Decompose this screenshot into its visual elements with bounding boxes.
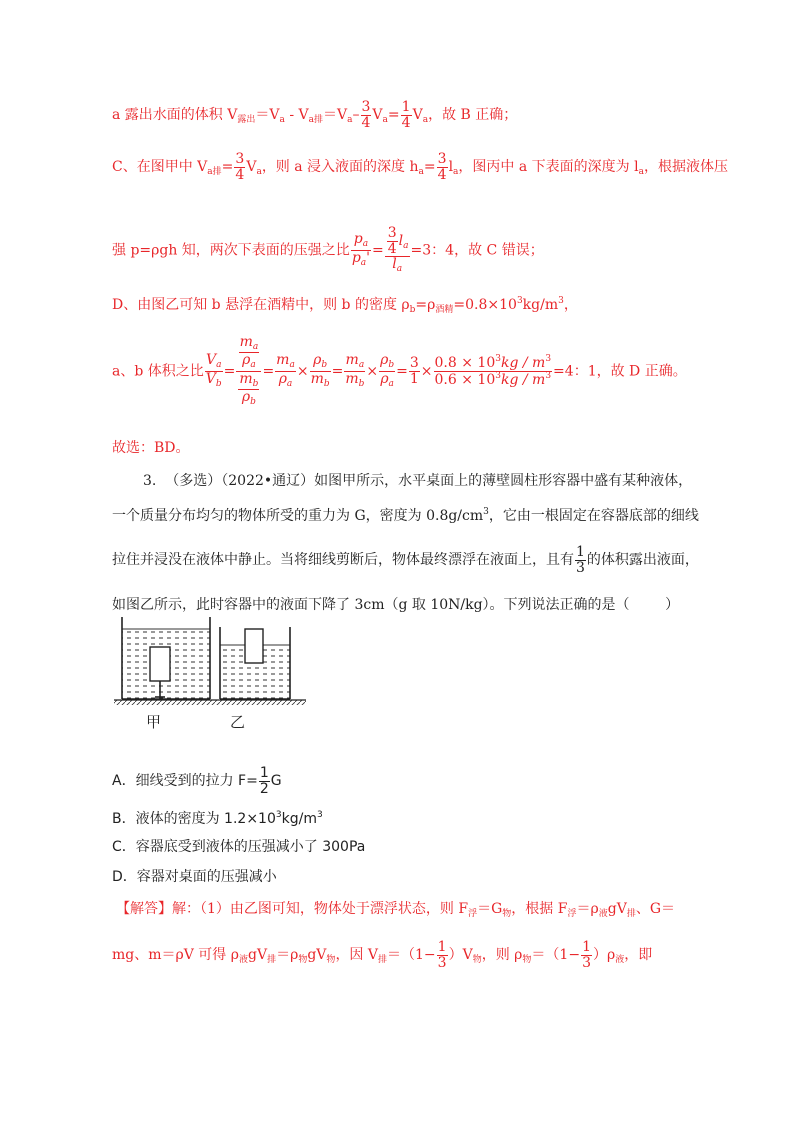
text: 4：1，故 D 正确。 <box>564 363 687 380</box>
symbol: ρ <box>380 352 389 369</box>
solution-line-1 <box>112 100 517 130</box>
subscript: b <box>215 378 222 389</box>
figure-label-yi: 乙 <box>230 713 246 731</box>
symbol: m <box>345 370 359 387</box>
fraction <box>351 232 371 268</box>
text: = <box>387 107 400 124</box>
text: = <box>331 363 344 380</box>
fraction <box>409 356 420 386</box>
container-jia <box>122 617 210 699</box>
question-line-3 <box>112 545 699 575</box>
denominator <box>434 372 553 388</box>
subscript: a <box>422 115 429 126</box>
subscript: a <box>358 360 365 371</box>
text: kg/m <box>281 811 317 827</box>
numerator: 3 <box>361 99 371 115</box>
fraction <box>387 226 398 256</box>
table-surface <box>114 700 306 705</box>
text: = <box>221 159 234 176</box>
denominator <box>278 372 294 389</box>
text: V <box>412 107 423 124</box>
fraction <box>437 152 448 182</box>
text: D、由图乙可知 b 悬浮在酒精中，则 b 的密度 ρ <box>112 297 410 313</box>
text: 一个质量分布均匀的物体所受的重力为 G，密度为 0.8g/cm <box>112 508 484 524</box>
text: ，它由一根固定在容器底部的细线 <box>488 508 699 524</box>
subscript: a <box>403 241 409 252</box>
fraction <box>344 353 365 389</box>
text: = <box>553 363 565 380</box>
subscript: a <box>256 167 262 178</box>
answer-line-2 <box>112 940 652 970</box>
fraction <box>234 152 245 182</box>
symbol: p <box>353 231 363 248</box>
solution-line-2 <box>112 152 728 182</box>
subscript: b <box>321 360 328 371</box>
fraction <box>437 940 448 970</box>
option-a <box>112 766 282 796</box>
option-b <box>112 811 323 826</box>
numerator: 3 <box>387 225 397 241</box>
symbol: m <box>239 370 253 387</box>
text: =0.8×10 <box>453 297 517 313</box>
denominator <box>351 251 371 268</box>
numerator: 1 <box>259 765 269 781</box>
text: = <box>410 242 423 259</box>
subscript: b <box>409 305 416 315</box>
text: × <box>366 363 379 380</box>
text: 解：（1）由乙图可知，物体处于漂浮状态，则 F <box>172 901 469 917</box>
number: 0.6 × 10 <box>434 371 496 388</box>
text: 的体积露出液面， <box>586 552 699 569</box>
text: ，根据 F <box>511 901 568 917</box>
fraction-v-ratio <box>205 353 223 389</box>
subscript: a <box>289 360 295 371</box>
text: - V <box>284 107 309 124</box>
text: ＝（1− <box>531 947 581 964</box>
fraction <box>575 545 586 575</box>
symbol: ρ <box>241 389 251 406</box>
symbol: m <box>239 334 253 350</box>
text: 、G＝ <box>635 901 676 917</box>
numerator: 1 <box>401 99 411 115</box>
subscript: a <box>252 342 259 352</box>
container-yi <box>220 627 290 699</box>
fraction <box>239 335 260 371</box>
text: B．液体的密度为 1.2×10 <box>112 811 276 827</box>
question-line-4: 如图乙所示，此时容器中的液面下降了 3cm（g 取 10N/kg）。下列说法正确的是（ ） <box>112 597 680 613</box>
subscript: a <box>362 239 369 250</box>
text: = <box>223 363 236 380</box>
subscript: a <box>279 115 285 126</box>
denominator <box>310 372 331 389</box>
text: gV <box>607 901 627 917</box>
subscript: a <box>347 115 353 126</box>
symbol: m <box>276 352 290 369</box>
numerator <box>205 353 223 370</box>
denominator <box>241 390 257 407</box>
text: G <box>270 773 282 790</box>
denominator <box>391 257 403 274</box>
subscript: 物 <box>522 955 532 966</box>
text: 强 p=ρgh 知，两次下表面的压强之比 <box>112 242 350 259</box>
solution-line-3 <box>112 226 544 275</box>
symbol: ρ <box>242 352 251 369</box>
text: ）V <box>448 947 473 964</box>
denominator <box>379 372 395 389</box>
subscript: a <box>638 167 644 178</box>
text: ，故 B 正确； <box>428 107 518 124</box>
fraction-compound <box>236 335 261 408</box>
text: V <box>372 107 383 124</box>
text: ，图丙中 a 下表面的深度为 l <box>458 159 639 176</box>
subscript: a <box>396 264 403 275</box>
symbol: m <box>345 352 359 369</box>
object-block <box>150 647 170 681</box>
text: a、b 体积之比 <box>112 363 204 380</box>
fraction <box>310 353 331 389</box>
text: ，因 V <box>335 947 378 964</box>
subscript: 液 <box>615 955 625 966</box>
subscript: b <box>323 378 330 389</box>
text: ＝V <box>255 107 280 124</box>
subscript: b <box>252 378 259 389</box>
subscript: a <box>360 257 367 268</box>
subscript: a排 <box>308 115 323 126</box>
solution-line-5 <box>112 335 687 408</box>
symbol: m <box>310 370 324 387</box>
text: = <box>423 159 436 176</box>
denominator: 2 <box>259 780 269 797</box>
text: ＝（1− <box>387 947 436 964</box>
text: ＝V <box>323 107 348 124</box>
subscript: b <box>388 360 395 371</box>
numerator <box>239 335 260 352</box>
subscript: a <box>286 378 293 389</box>
numerator <box>434 355 553 371</box>
symbol: l <box>392 256 397 273</box>
subscript: a排 <box>207 167 222 178</box>
subscript: 液 <box>598 909 608 919</box>
subscript: 物 <box>472 955 482 966</box>
superscript: 3 <box>495 370 501 381</box>
text: × <box>296 363 309 380</box>
question-line-1: 3. （多选）（2022•通辽）如图甲所示，水平桌面上的薄壁圆柱形容器中盛有某种液体， <box>143 473 693 489</box>
fraction <box>259 766 270 796</box>
subscript: a <box>216 360 222 371</box>
text: ＝ρ <box>576 901 599 917</box>
superscript: 3 <box>558 296 564 306</box>
numerator <box>312 353 328 370</box>
symbol: ' <box>366 249 371 266</box>
subscript: a <box>382 115 388 126</box>
text: × <box>420 363 433 380</box>
text: ， <box>563 297 578 313</box>
subscript: 浮 <box>567 909 577 919</box>
text: 3：4，故 C 错误； <box>422 242 544 259</box>
denominator: 4 <box>235 166 245 183</box>
subscript: 酒精 <box>435 305 454 315</box>
unit: kg / m <box>500 355 546 372</box>
subscript: b <box>250 397 256 408</box>
solution-line-6: 故选：BD。 <box>112 440 190 456</box>
floating-block <box>245 629 263 663</box>
denominator <box>241 353 257 370</box>
text: 拉住并浸没在液体中静止。当将细线剪断后，物体最终漂浮在液面上，且有 <box>112 552 574 569</box>
text: ，则 a 浸入液面的深度 h <box>261 159 419 176</box>
numerator <box>237 335 262 371</box>
superscript: 3 <box>545 370 552 381</box>
text: ，即 <box>624 947 653 964</box>
figure-label-jia: 甲 <box>146 713 162 731</box>
answer-tag: 【解答】 <box>116 901 172 917</box>
numerator <box>238 372 259 389</box>
superscript: 3 <box>483 507 489 517</box>
numerator <box>275 353 296 370</box>
subscript: a <box>453 167 459 178</box>
subscript: 物 <box>502 909 512 919</box>
symbol: p <box>351 249 361 266</box>
superscript: 3 <box>316 810 323 820</box>
text: = <box>372 242 384 259</box>
subscript: 液 <box>238 955 248 966</box>
text: = <box>262 363 275 380</box>
fraction <box>238 372 259 408</box>
denominator: 3 <box>582 954 591 971</box>
text: ，根据液体压 <box>643 159 728 176</box>
numerator: 1 <box>576 544 585 560</box>
subscript: a <box>250 360 256 371</box>
numerator <box>379 353 395 370</box>
text: ，则 ρ <box>481 947 523 964</box>
number: 0.8 × 10 <box>434 355 496 372</box>
superscript: 3 <box>545 354 552 365</box>
numerator: 1 <box>582 939 591 955</box>
numerator: 3 <box>409 355 419 372</box>
unit: kg / m <box>500 371 546 388</box>
subscript: b <box>358 378 365 389</box>
text: = <box>396 363 408 380</box>
numerator <box>385 226 410 256</box>
fraction <box>275 353 296 389</box>
option-c: C．容器底受到液体的压强减小了 300Pa <box>112 839 366 855</box>
superscript: 3 <box>495 354 501 365</box>
numerator: 3 <box>235 151 245 167</box>
text: A．细线受到的拉力 F= <box>112 773 258 790</box>
text: V <box>246 159 257 176</box>
numerator <box>345 353 366 370</box>
text: C、在图甲中 V <box>112 159 208 176</box>
subscript: 排 <box>378 955 388 966</box>
denominator <box>344 372 365 389</box>
option-d: D．容器对桌面的压强减小 <box>112 869 277 885</box>
subscript: 物 <box>326 955 336 966</box>
denominator: 3 <box>437 954 447 971</box>
denominator: 1 <box>409 370 419 387</box>
text: ＝ρ <box>276 947 299 964</box>
text: kg/m <box>522 297 559 313</box>
subscript: 浮 <box>468 909 478 919</box>
subscript: 排 <box>267 955 277 966</box>
symbol: V <box>205 352 217 369</box>
text: gV <box>307 947 327 964</box>
symbol: ρ <box>313 352 322 369</box>
question-line-2 <box>112 508 699 523</box>
text: l <box>448 159 454 176</box>
text: mg、m＝ρV 可得 ρ <box>112 947 239 964</box>
fraction <box>385 226 410 275</box>
answer-line-1 <box>116 902 675 919</box>
fraction-density <box>434 355 553 387</box>
fraction <box>361 100 372 130</box>
text: ＝G <box>477 901 503 917</box>
symbol: ρ <box>380 370 389 387</box>
symbol: V <box>205 370 216 387</box>
subscript: 露出 <box>237 115 256 126</box>
subscript: 物 <box>298 955 308 966</box>
solution-line-4 <box>112 297 578 315</box>
symbol: ρ <box>278 370 287 387</box>
fraction <box>581 940 592 970</box>
numerator: 1 <box>437 939 447 955</box>
denominator: 4 <box>401 114 411 131</box>
denominator: 4 <box>437 166 447 183</box>
subscript: a <box>388 378 394 389</box>
superscript: 3 <box>516 296 523 306</box>
text: – <box>352 107 360 124</box>
numerator: 3 <box>437 151 447 167</box>
subscript: 排 <box>626 909 636 919</box>
container-figure <box>110 617 320 735</box>
denominator <box>205 372 223 389</box>
superscript: 3 <box>275 810 282 820</box>
text: =ρ <box>415 297 436 313</box>
text: gV <box>248 947 268 964</box>
denominator: 4 <box>387 240 397 257</box>
text: ）ρ <box>592 947 616 964</box>
denominator: 3 <box>576 559 585 576</box>
fraction <box>401 100 412 130</box>
numerator <box>353 232 369 249</box>
text: a 露出水面的体积 V <box>112 107 238 124</box>
denominator: 4 <box>361 114 371 131</box>
symbol: l <box>398 233 404 250</box>
denominator <box>236 372 261 408</box>
fraction <box>379 353 395 389</box>
subscript: a <box>418 167 424 178</box>
